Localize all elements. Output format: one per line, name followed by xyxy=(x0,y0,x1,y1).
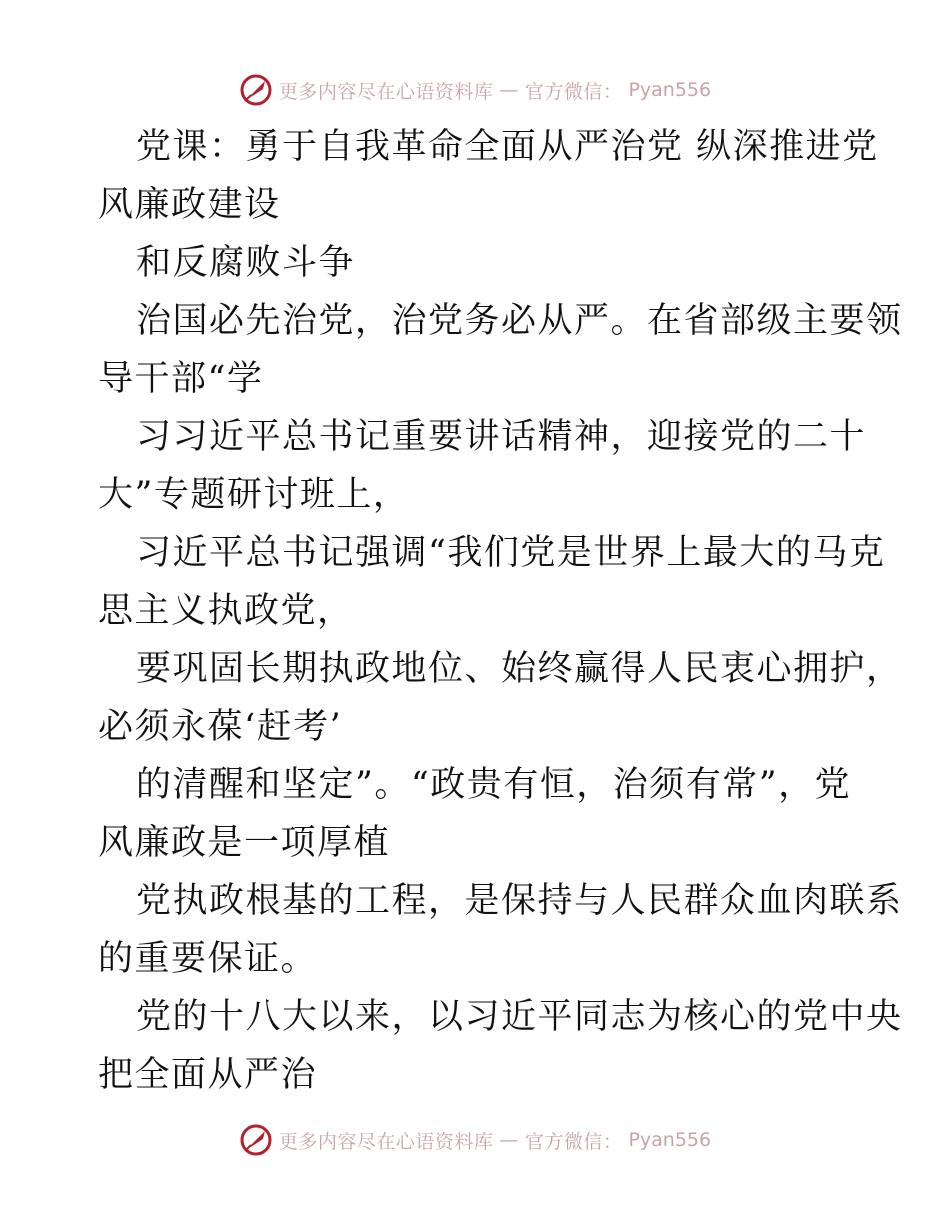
watermark-wechat-label: 官方微信： xyxy=(524,1130,623,1153)
text-line: 党课：勇于自我革命全面从严治党 纵深推进党 xyxy=(136,127,879,167)
text-line: 把全面从严治 xyxy=(98,1055,318,1095)
watermark-site-text: 更多内容尽在心语资料库 xyxy=(278,1130,494,1153)
text-line: 习近平总书记强调“我们党是世界上最大的马克 xyxy=(136,533,886,573)
watermark-wechat-label: 官方微信： xyxy=(524,80,623,103)
quill-logo-icon xyxy=(239,73,273,107)
text-line: 治国必先治党，治党务必从严。在省部级主要领 xyxy=(136,301,903,341)
watermark-wechat-id: Pyan556 xyxy=(628,79,712,101)
text-line: 必须永葆‘赶考’ xyxy=(98,707,343,747)
header-watermark xyxy=(0,70,950,110)
text-line: 党的十八大以来，以习近平同志为核心的党中央 xyxy=(136,997,903,1037)
watermark-separator: — xyxy=(499,79,519,101)
document-body xyxy=(98,118,903,1104)
text-line: 的重要保证。 xyxy=(98,939,318,979)
text-line: 习习近平总书记重要讲话精神，迎接党的二十 xyxy=(136,417,867,457)
text-line: 大”专题研讨班上， xyxy=(98,475,410,515)
text-line: 要巩固长期执政地位、始终赢得人民衷心拥护， xyxy=(136,649,903,689)
watermark-wechat-id: Pyan556 xyxy=(628,1129,712,1151)
text-line: 党执政根基的工程，是保持与人民群众血肉联系 xyxy=(136,881,903,921)
text-line: 导干部“学 xyxy=(98,359,264,399)
text-line: 风廉政是一项厚植 xyxy=(98,823,391,863)
text-line: 风廉政建设 xyxy=(98,185,281,225)
text-line: 和反腐败斗争 xyxy=(136,243,356,283)
text-line: 的清醒和坚定”。“政贵有恒，治须有常”，党 xyxy=(136,765,852,805)
quill-logo-icon xyxy=(239,1123,273,1157)
watermark-site-text: 更多内容尽在心语资料库 xyxy=(278,80,494,103)
watermark-separator: — xyxy=(499,1129,519,1151)
text-line: 思主义执政党， xyxy=(98,591,354,631)
footer-watermark xyxy=(0,1120,950,1160)
